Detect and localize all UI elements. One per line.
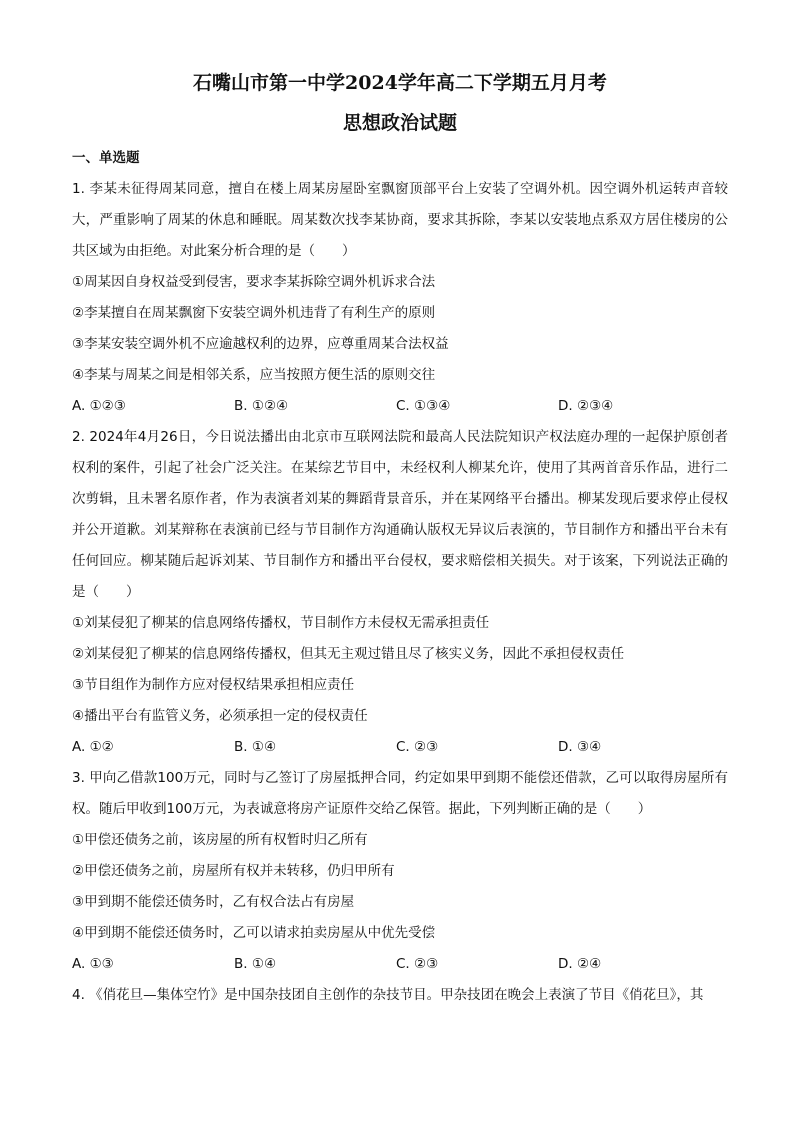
section-heading: 一、单选题 bbox=[72, 150, 140, 166]
choice-a: A. ①③ bbox=[72, 956, 114, 972]
question-option: ②刘某侵犯了柳某的信息网络传播权，但其无主观过错且尽了核实义务，因此不承担侵权责任 bbox=[72, 646, 625, 662]
question-option: ①刘某侵犯了柳某的信息网络传播权，节目制作方未侵权无需承担责任 bbox=[72, 615, 490, 631]
choice-a: A. ①② bbox=[72, 739, 114, 755]
question-stem: 4. 《俏花旦—集体空竹》是中国杂技团自主创作的杂技节目。甲杂技团在晚会上表演了节目《俏花旦》，其 bbox=[72, 987, 704, 1003]
choice-c: C. ①③④ bbox=[396, 398, 451, 414]
question-option: ③李某安装空调外机不应逾越权利的边界，应尊重周某合法权益 bbox=[72, 336, 449, 352]
question-option: ①周某因自身权益受到侵害，要求李某拆除空调外机诉求合法 bbox=[72, 274, 436, 290]
question-option: ②甲偿还债务之前，房屋所有权并未转移，仍归甲所有 bbox=[72, 863, 395, 879]
question-option: ④播出平台有监管义务，必须承担一定的侵权责任 bbox=[72, 708, 368, 724]
choice-b: B. ①④ bbox=[234, 956, 277, 972]
choice-b: B. ①②④ bbox=[234, 398, 289, 414]
question-stem: 3. 甲向乙借款100万元，同时与乙签订了房屋抵押合同，约定如果甲到期不能偿还借款，乙可以取得房屋所有权。随后甲收到100万元，为表诚意将房产证原件交给乙保管。据此，下列判断正确的是（ ） bbox=[72, 770, 728, 817]
question-option: ③节目组作为制作方应对侵权结果承担相应责任 bbox=[72, 677, 355, 693]
question-option: ④甲到期不能偿还债务时，乙可以请求拍卖房屋从中优先受偿 bbox=[72, 925, 436, 941]
exam-page bbox=[72, 70, 728, 1011]
choice-d: D. ②③④ bbox=[558, 398, 614, 414]
answer-choices bbox=[72, 949, 728, 980]
answer-choices bbox=[72, 732, 728, 763]
question-option: ③甲到期不能偿还债务时，乙有权合法占有房屋 bbox=[72, 894, 355, 910]
choice-b: B. ①④ bbox=[234, 739, 277, 755]
choice-a: A. ①②③ bbox=[72, 398, 126, 414]
question-2 bbox=[72, 422, 728, 763]
exam-subtitle: 思想政治试题 bbox=[342, 112, 457, 134]
answer-choices bbox=[72, 391, 728, 422]
question-1 bbox=[72, 174, 728, 422]
question-4 bbox=[72, 980, 728, 1011]
exam-title: 石嘴山市第一中学2024学年高二下学期五月月考 bbox=[193, 72, 607, 94]
choice-c: C. ②③ bbox=[396, 739, 439, 755]
question-3 bbox=[72, 763, 728, 980]
question-option: ④李某与周某之间是相邻关系，应当按照方便生活的原则交往 bbox=[72, 367, 436, 383]
question-stem: 1. 李某未征得周某同意，擅自在楼上周某房屋卧室飘窗顶部平台上安装了空调外机。因空调外机运转声音较大，严重影响了周某的休息和睡眠。周某数次找李某协商，要求其拆除，李某以安装地点系双方居住楼房的公共区域为由拒绝。对此案分析合理的是（ ） bbox=[72, 181, 728, 259]
question-option: ②李某擅自在周某飘窗下安装空调外机违背了有利生产的原则 bbox=[72, 305, 436, 321]
choice-d: D. ③④ bbox=[558, 739, 602, 755]
choice-d: D. ②④ bbox=[558, 956, 602, 972]
question-stem: 2. 2024年4月26日，今日说法播出由北京市互联网法院和最高人民法院知识产权法庭办理的一起保护原创者权利的案件，引起了社会广泛关注。在某综艺节目中，未经权利人柳某允许，使用了其两首音乐作品，进行二次剪辑，且未署名原作者，作为表演者刘某的舞蹈背景音乐，并在某网络平台播出。柳某发现后要求停止侵权并公开道歉。刘某辩称在表演前已经与节目制作方沟通确认版权无异议后表演的，节目制作方和播出平台未有任何回应。柳某随后起诉刘某、节目制作方和播出平台侵权，要求赔偿相关损失。对于该案，下列说法正确的是（ ） bbox=[72, 429, 728, 600]
question-option: ①甲偿还债务之前，该房屋的所有权暂时归乙所有 bbox=[72, 832, 368, 848]
choice-c: C. ②③ bbox=[396, 956, 439, 972]
